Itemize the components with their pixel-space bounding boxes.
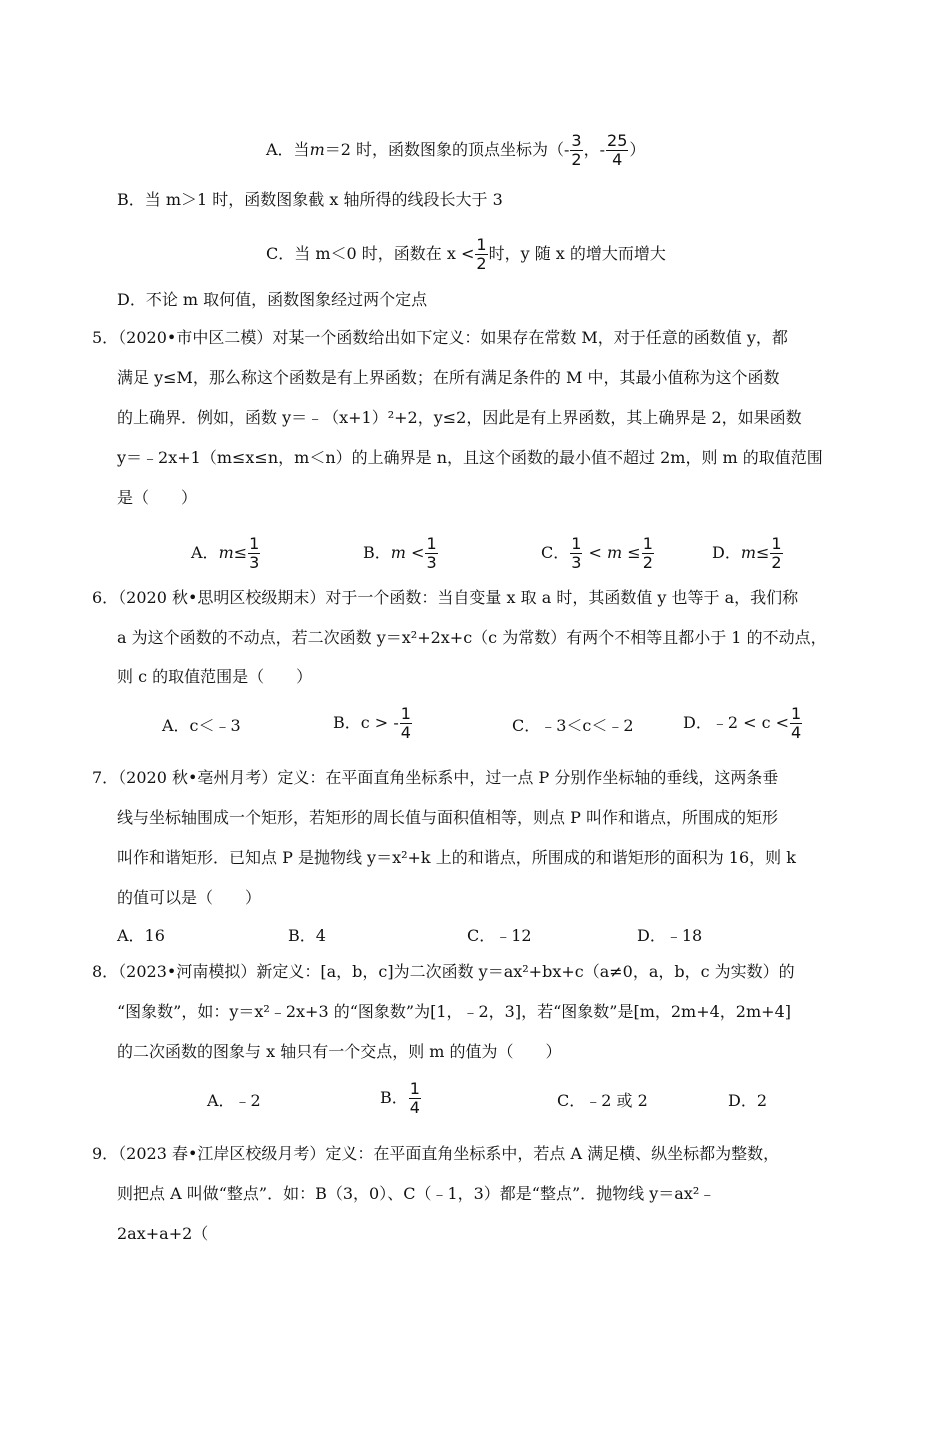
fraction-1-2: $\frac{1}{2}$	[476, 235, 487, 273]
q4-option-a: A．当m＝2 时，函数图象的顶点坐标为（- $\frac{3}{2}$ ，- $\frac{25}{4}$ ）	[266, 131, 646, 169]
q8-option-c: C．﹣2 或 2	[557, 1091, 648, 1110]
fraction-3-2: $\frac{3}{2}$	[571, 131, 582, 169]
fraction: $\frac{1}{4}$	[400, 704, 411, 742]
fraction: $\frac{1}{3}$	[249, 534, 260, 572]
q6-option-b: B．c > - $\frac{1}{4}$	[333, 704, 411, 742]
q5-line-2: 满足 y≤M，那么称这个函数是有上界函数；在所有满足条件的 M 中，其最小值称为这个函数	[117, 368, 780, 387]
q4-option-c: C．当 m＜0 时，函数在 x < $\frac{1}{2}$ 时，y 随 x 的增大而增大	[266, 235, 666, 273]
q8-line-3: 的二次函数的图象与 x 轴只有一个交点，则 m 的值为（ ）	[117, 1042, 562, 1061]
q8-option-d: D．2	[728, 1091, 768, 1110]
q7-line-4: 的值可以是（ ）	[117, 888, 262, 907]
fraction: $\frac{1}{4}$	[409, 1079, 420, 1117]
q5-line-5: 是（ ）	[117, 488, 198, 507]
q6-option-d: D．﹣2 < c < $\frac{1}{4}$	[683, 704, 802, 742]
q6-option-a: A．c＜﹣3	[162, 716, 241, 735]
q6-line-2: a 为这个函数的不动点，若二次函数 y＝x²+2x+c（c 为常数）有两个不相等且都小于 1 的不动点，	[117, 628, 827, 647]
q9-line-3: 2ax+a+2（	[117, 1224, 209, 1243]
q7-option-a: A．16	[117, 926, 165, 945]
fraction: $\frac{1}{3}$	[426, 534, 437, 572]
q8-option-b: B． $\frac{1}{4}$	[380, 1079, 420, 1117]
q8-line-2: “图象数”，如：y＝x²﹣2x+3 的“图象数”为[1，﹣2，3]，若“图象数”是[m，2m+4，2m+4]	[117, 1002, 791, 1021]
q4-option-d: D．不论 m 取何值，函数图象经过两个定点	[117, 290, 428, 309]
q6-line-3: 则 c 的取值范围是（ ）	[117, 667, 313, 686]
q5-line-1: 5．（2020•市中区二模）对某一个函数给出如下定义：如果存在常数 M，对于任意的函数值 y，都	[92, 328, 788, 347]
q7-line-3: 叫作和谐矩形．已知点 P 是抛物线 y＝x²+k 上的和谐点，所围成的和谐矩形的面积为 16，则 k	[117, 848, 796, 867]
fraction: $\frac{1}{4}$	[791, 704, 802, 742]
fraction: $\frac{1}{2}$	[642, 534, 653, 572]
q9-line-2: 则把点 A 叫做“整点”．如：B（3，0）、C（﹣1，3）都是“整点”．抛物线 y＝ax²﹣	[117, 1184, 716, 1203]
q8-line-1: 8．（2023•河南模拟）新定义：[a，b，c]为二次函数 y＝ax²+bx+c（a≠0，a，b，c 为实数）的	[92, 962, 795, 981]
q6-line-1: 6．（2020 秋•思明区校级期末）对于一个函数：当自变量 x 取 a 时，其函数值 y 也等于 a，我们称	[92, 588, 799, 607]
q7-line-2: 线与坐标轴围成一个矩形，若矩形的周长值与面积值相等，则点 P 叫作和谐点，所围成的矩形	[117, 808, 778, 827]
q5-option-b: B．m < $\frac{1}{3}$	[363, 534, 437, 572]
q5-line-3: 的上确界．例如，函数 y＝﹣（x+1）²+2，y≤2，因此是有上界函数，其上确界是 2，如果函数	[117, 408, 802, 427]
fraction: $\frac{1}{2}$	[771, 534, 782, 572]
q5-line-4: y＝﹣2x+1（m≤x≤n，m＜n）的上确界是 n，且这个函数的最小值不超过 2m，则 m 的取值范围	[117, 448, 823, 467]
fraction: $\frac{1}{3}$	[571, 534, 582, 572]
q5-option-c: C． $\frac{1}{3}$ < m ≤ $\frac{1}{2}$	[541, 534, 653, 572]
fraction-25-4: $\frac{25}{4}$	[607, 131, 628, 169]
q5-option-a: A．m≤ $\frac{1}{3}$	[191, 534, 260, 572]
q6-option-c: C．﹣3＜c＜﹣2	[512, 716, 634, 735]
q7-line-1: 7．（2020 秋•亳州月考）定义：在平面直角坐标系中，过一点 P 分别作坐标轴的垂线，这两条垂	[92, 768, 779, 787]
q8-option-a: A．﹣2	[207, 1091, 261, 1110]
q7-option-b: B．4	[288, 926, 326, 945]
q9-line-1: 9．（2023 春•江岸区校级月考）定义：在平面直角坐标系中，若点 A 满足横、纵坐标都为整数，	[92, 1144, 780, 1163]
q7-option-c: C．﹣12	[467, 926, 532, 945]
q4-option-b: B．当 m＞1 时，函数图象截 x 轴所得的线段长大于 3	[117, 190, 503, 209]
q5-option-d: D．m≤ $\frac{1}{2}$	[712, 534, 782, 572]
q7-option-d: D．﹣18	[637, 926, 703, 945]
